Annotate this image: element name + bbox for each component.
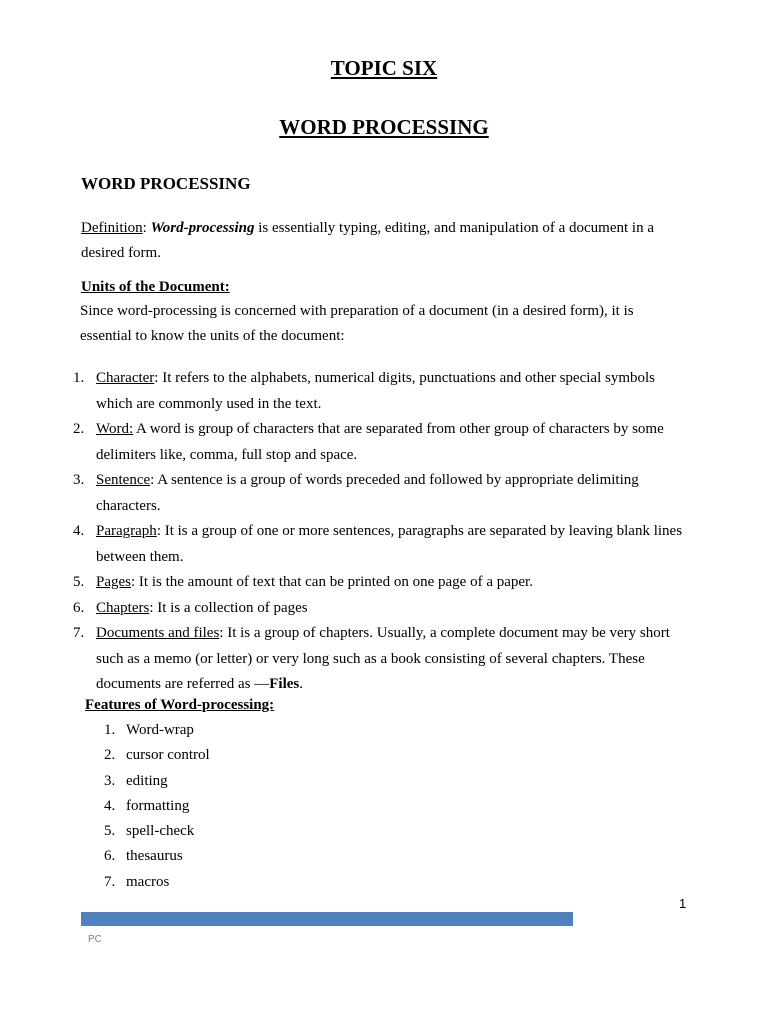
feature-text: cursor control	[126, 747, 210, 764]
unit-end: .	[299, 676, 303, 692]
list-item	[73, 570, 688, 596]
unit-text: : It refers to the alphabets, numerical digits, punctuations and other special symbols which are commonly used in the text.	[96, 370, 656, 412]
units-heading: Units of the Document:	[81, 279, 230, 295]
definition-separator: :	[142, 220, 147, 236]
unit-term: Paragraph	[96, 523, 157, 539]
feature-text: Word-wrap	[126, 722, 194, 738]
features-list	[104, 718, 210, 895]
units-list	[73, 366, 688, 698]
unit-text: : It is the amount of text that can be printed on one page of a paper.	[131, 574, 533, 590]
list-item	[73, 596, 688, 622]
section-heading: WORD PROCESSING	[81, 174, 251, 193]
list-number: 3.	[73, 472, 85, 488]
unit-text: : It is a group of one or more sentences, paragraphs are separated by leaving blank lines between them.	[96, 523, 683, 565]
page-number: 1	[679, 896, 687, 911]
list-number: 1.	[73, 370, 85, 386]
list-number: 7.	[104, 873, 116, 890]
list-item	[104, 794, 210, 819]
feature-text: thesaurus	[126, 848, 183, 865]
unit-term: Documents and files	[96, 625, 220, 641]
list-item	[104, 743, 210, 768]
list-number: 4.	[104, 797, 116, 814]
unit-text: : It is a collection of pages	[149, 599, 308, 616]
units-intro: Since word-processing is concerned with preparation of a document (in a desired form), it is essential to know the units of the document:	[80, 303, 634, 344]
list-item	[104, 769, 210, 794]
unit-term: Sentence	[96, 472, 151, 488]
unit-term: Word:	[96, 421, 134, 437]
feature-text: formatting	[126, 797, 190, 814]
page-subtitle: WORD PROCESSING	[279, 115, 489, 139]
list-number: 5.	[104, 823, 116, 840]
unit-text: A word is group of characters that are separated from other group of characters by some delimiters like, comma, full stop and space.	[96, 421, 664, 463]
unit-text: : It is a group of chapters. Usually, a complete document may be very short such as a memo (or letter) or very long such as a book consisting of several chapters. These documents are referred as —	[96, 625, 670, 692]
list-number: 6.	[104, 848, 116, 865]
unit-term: Pages	[96, 574, 131, 590]
list-number: 1.	[104, 722, 116, 738]
list-number: 7.	[73, 625, 85, 641]
unit-term: Character	[96, 370, 155, 386]
list-item	[104, 844, 210, 869]
list-number: 2.	[73, 421, 85, 437]
feature-text: editing	[126, 772, 168, 789]
list-item	[73, 621, 688, 698]
definition-text: is essentially typing, editing, and manipulation of a document in a desired form.	[81, 220, 654, 261]
list-number: 4.	[73, 523, 85, 539]
definition-term: Word-processing	[150, 220, 255, 236]
list-number: 6.	[73, 599, 85, 616]
page-title: TOPIC SIX	[330, 56, 438, 80]
list-item	[73, 417, 688, 468]
list-item	[73, 366, 688, 417]
feature-text: spell-check	[126, 823, 195, 840]
list-item	[104, 819, 210, 844]
list-item	[73, 468, 688, 519]
list-item	[104, 718, 210, 743]
unit-term: Chapters	[96, 599, 150, 616]
list-item	[73, 519, 688, 570]
footer-text: PC	[88, 934, 102, 945]
list-item	[104, 870, 210, 895]
feature-text: macros	[126, 873, 170, 890]
features-heading: Features of Word-processing:	[85, 697, 275, 713]
definition-paragraph	[81, 216, 686, 266]
unit-text: : A sentence is a group of words preceded and followed by appropriate delimiting characters.	[96, 472, 639, 514]
definition-label: Definition	[81, 220, 143, 236]
list-number: 3.	[104, 772, 116, 789]
list-number: 5.	[73, 574, 85, 590]
unit-bold-tail: Files	[269, 676, 300, 692]
footer-bar	[81, 912, 573, 926]
list-number: 2.	[104, 747, 116, 764]
